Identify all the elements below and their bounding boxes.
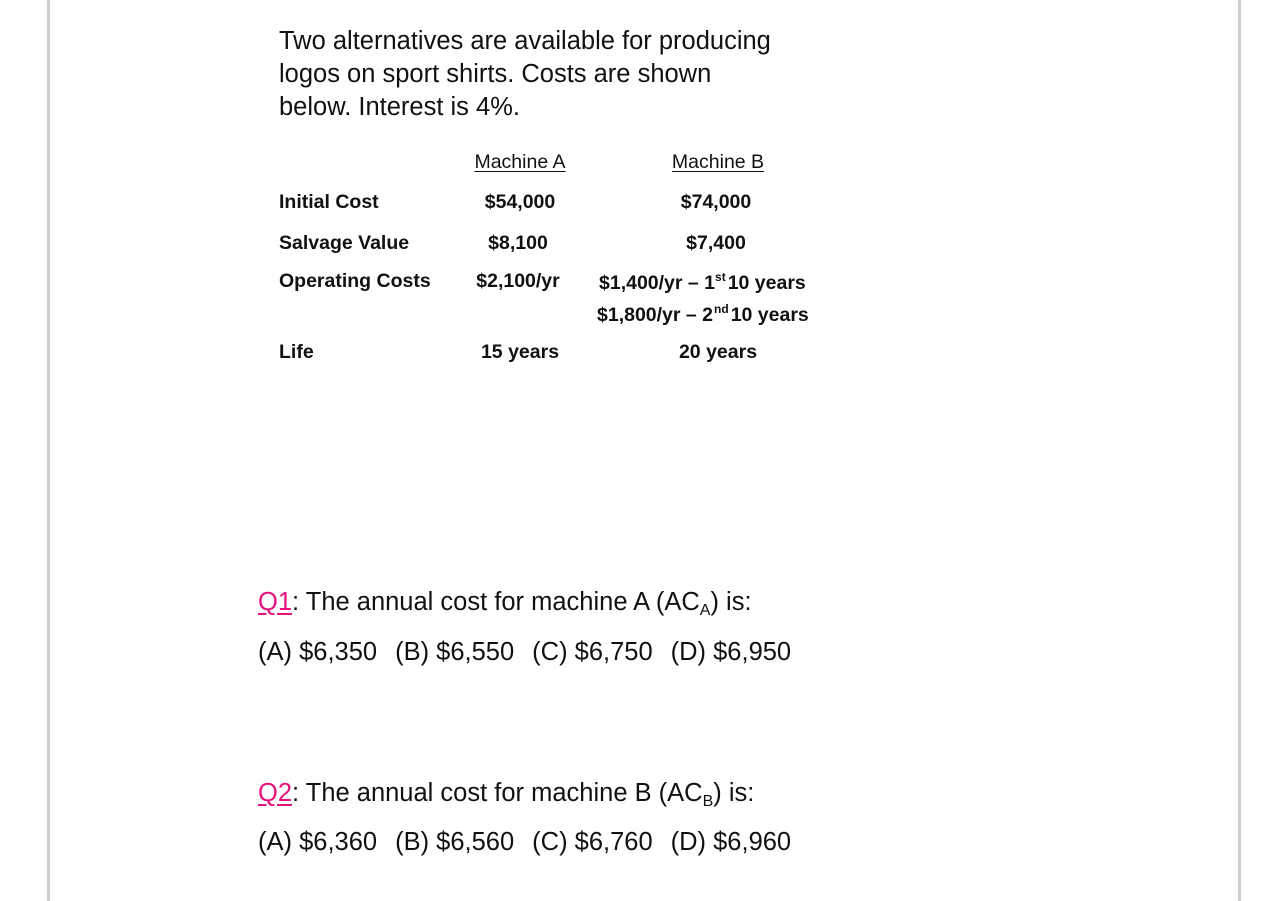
machine-a-life: 15 years (480, 341, 560, 363)
answer-option: (A) $6,360 (258, 828, 378, 856)
machine-a-operating-costs: $2,100/yr (476, 270, 560, 292)
machine-b-initial-cost: $74,000 (680, 191, 752, 213)
answer-option: (C) $6,750 (532, 638, 653, 666)
intro-line: logos on sport shirts. Costs are shown (279, 60, 712, 88)
answer-option: (D) $6,950 (670, 638, 792, 666)
row-label-initial-cost: Initial Cost (279, 191, 379, 213)
column-header-machine-b: Machine B (671, 151, 765, 173)
answer-option: (C) $6,760 (532, 828, 653, 856)
question-1-options (258, 638, 791, 667)
question-2-options (258, 828, 791, 857)
problem-statement (279, 25, 899, 124)
question-1-link[interactable]: Q1 (258, 588, 293, 616)
row-label-operating-costs: Operating Costs (279, 270, 431, 292)
machine-b-operating-costs-first: $1,400/yr – 1st 10 years (599, 270, 806, 294)
question-2: Q2: The annual cost for machine B $(AC_B)$ is: (258, 779, 755, 810)
answer-option: (D) $6,960 (670, 828, 792, 856)
machine-a-initial-cost: $54,000 (484, 191, 556, 213)
machine-b-operating-costs-second: $1,800/yr – 2nd 10 years (597, 302, 809, 326)
page-border-right (1238, 0, 1241, 901)
question-2-link[interactable]: Q2 (258, 779, 293, 807)
page-border-left (47, 0, 50, 901)
machine-b-life: 20 years (678, 341, 758, 363)
answer-option: (B) $6,560 (395, 828, 515, 856)
machine-a-salvage-value: $8,100 (488, 232, 548, 254)
intro-line: below. Interest is 4%. (279, 93, 520, 121)
machine-b-salvage-value: $7,400 (686, 232, 746, 254)
answer-option: (B) $6,550 (395, 638, 515, 666)
question-1: Q1: The annual cost for machine A $(AC_A)$ is: (258, 588, 752, 619)
row-label-salvage-value: Salvage Value (279, 232, 410, 254)
column-header-machine-a: Machine A (474, 151, 566, 173)
answer-option: (A) $6,350 (258, 638, 378, 666)
row-label-life: Life (279, 341, 314, 363)
intro-line: Two alternatives are available for producing (279, 27, 771, 55)
